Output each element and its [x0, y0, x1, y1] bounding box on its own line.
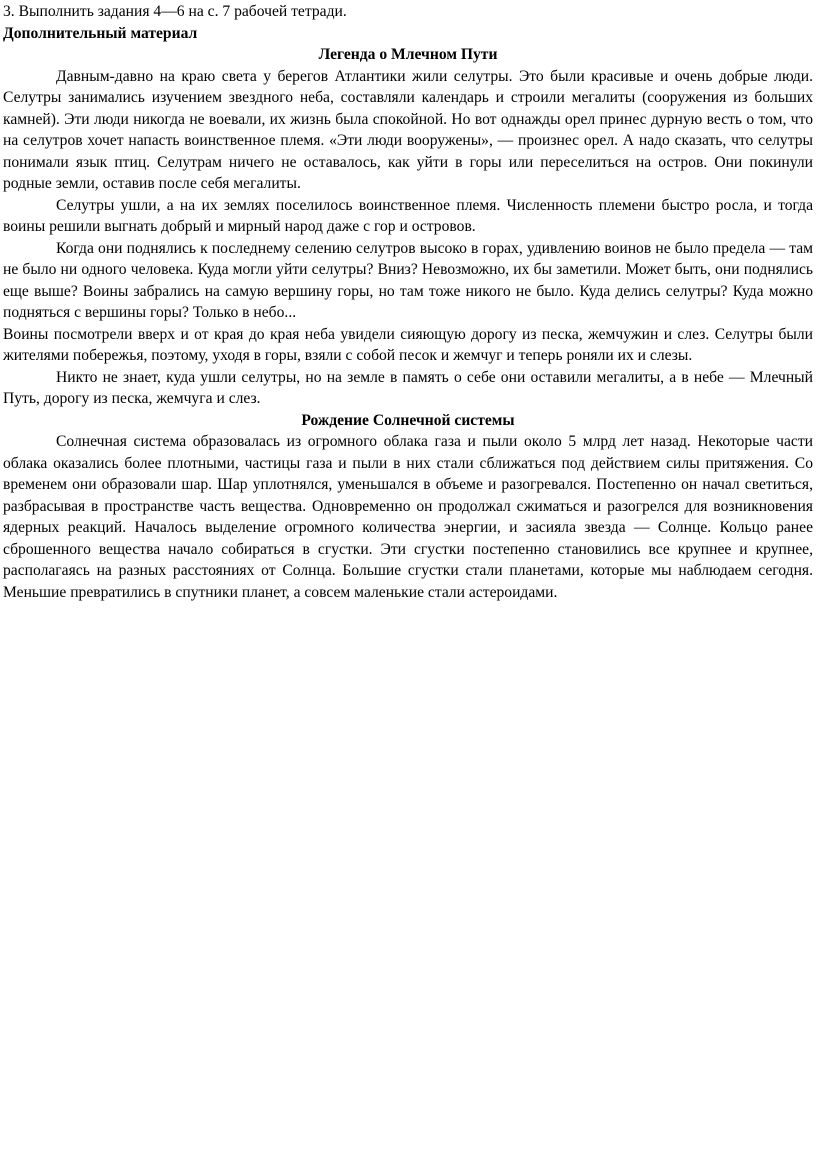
story1-paragraph-5: Никто не знает, куда ушли селутры, но на земле в память о себе они оставили мегалиты, а в небе — Млечный Путь, дорогу из песка, жемчуга и слез.	[3, 368, 813, 407]
story-title-solar-system: Рождение Солнечной системы	[301, 411, 515, 429]
story1-paragraph-2: Селутры ушли, а на их землях поселилось воинственное племя. Численность племени быстро росла, и тогда воины решили выгнать добрый и мирный народ даже с гор и островов.	[3, 196, 813, 235]
section-title: Дополнительный материал	[3, 24, 198, 42]
story1-paragraph-4: Воины посмотрели вверх и от края до края неба увидели сияющую дорогу из песка, жемчужин и слез. Селутры были жителями побережья, поэтому, уходя в горы, взяли с собой песок и жемчуг и теперь роняли их и слезы.	[3, 325, 813, 364]
story-title-milky-way: Легенда о Млечном Пути	[318, 46, 498, 63]
story1-paragraph-3: Когда они поднялись к последнему селению селутров высоко в горах, удивлению воинов не было предела — там не было ни одного человека. Куда могли уйти селутры? Вниз? Невозможно, их бы заметили. Может быть, они поднялись еще выше? Воины забрались на самую вершину горы, но там тоже никого не было. Куда делись селутры? Куда можно подняться с вершины горы? Только в небо...	[3, 239, 813, 321]
task-instruction: 3. Выполнить задания 4—6 на с. 7 рабочей тетради.	[3, 3, 347, 20]
story2-paragraph-1: Солнечная система образовалась из огромного облака газа и пыли около 5 млрд лет назад. Некоторые части облака оказались более плотными, частицы газа и пыли в них стали сближаться под действием силы притяжения. Со временем они образовали шар. Шар уплотнялся, уменьшался в объеме и разогревался. Постепенно он начал светиться, разбрасывая в пространстве часть вещества. Одновременно он продолжал сжиматься и разогрелся для возникновения ядерных реакций. Началось выделение огромного количества энергии, и засияла звезда — Солнце. Кольцо ранее сброшенного вещества начало собираться в сгустки. Эти сгустки постепенно становились все крупнее и крупнее, располагаясь на разных расстояниях от Солнца. Большие сгустки стали планетами, которые мы наблюдаем сегодня. Меньшие превратились в спутники планет, а совсем маленькие стали астероидами.	[3, 433, 813, 601]
story1-paragraph-1: Давным-давно на краю света у берегов Атлантики жили селутры. Это были красивые и очень добрые люди. Селутры занимались изучением звездного неба, составляли календарь и строили мегалиты (сооружения из больших камней). Эти люди никогда не воевали, их жизнь была спокойной. Но вот однажды орел принес дурную весть о том, что на селутров хочет напасть воинственное племя. «Эти люди вооружены», — произнес орел. А надо сказать, что селутры понимали язык птиц. Селутрам ничего не оставалось, как уйти в горы или переселиться на остров. Они покинули родные земли, оставив после себя мегалиты.	[3, 67, 813, 192]
